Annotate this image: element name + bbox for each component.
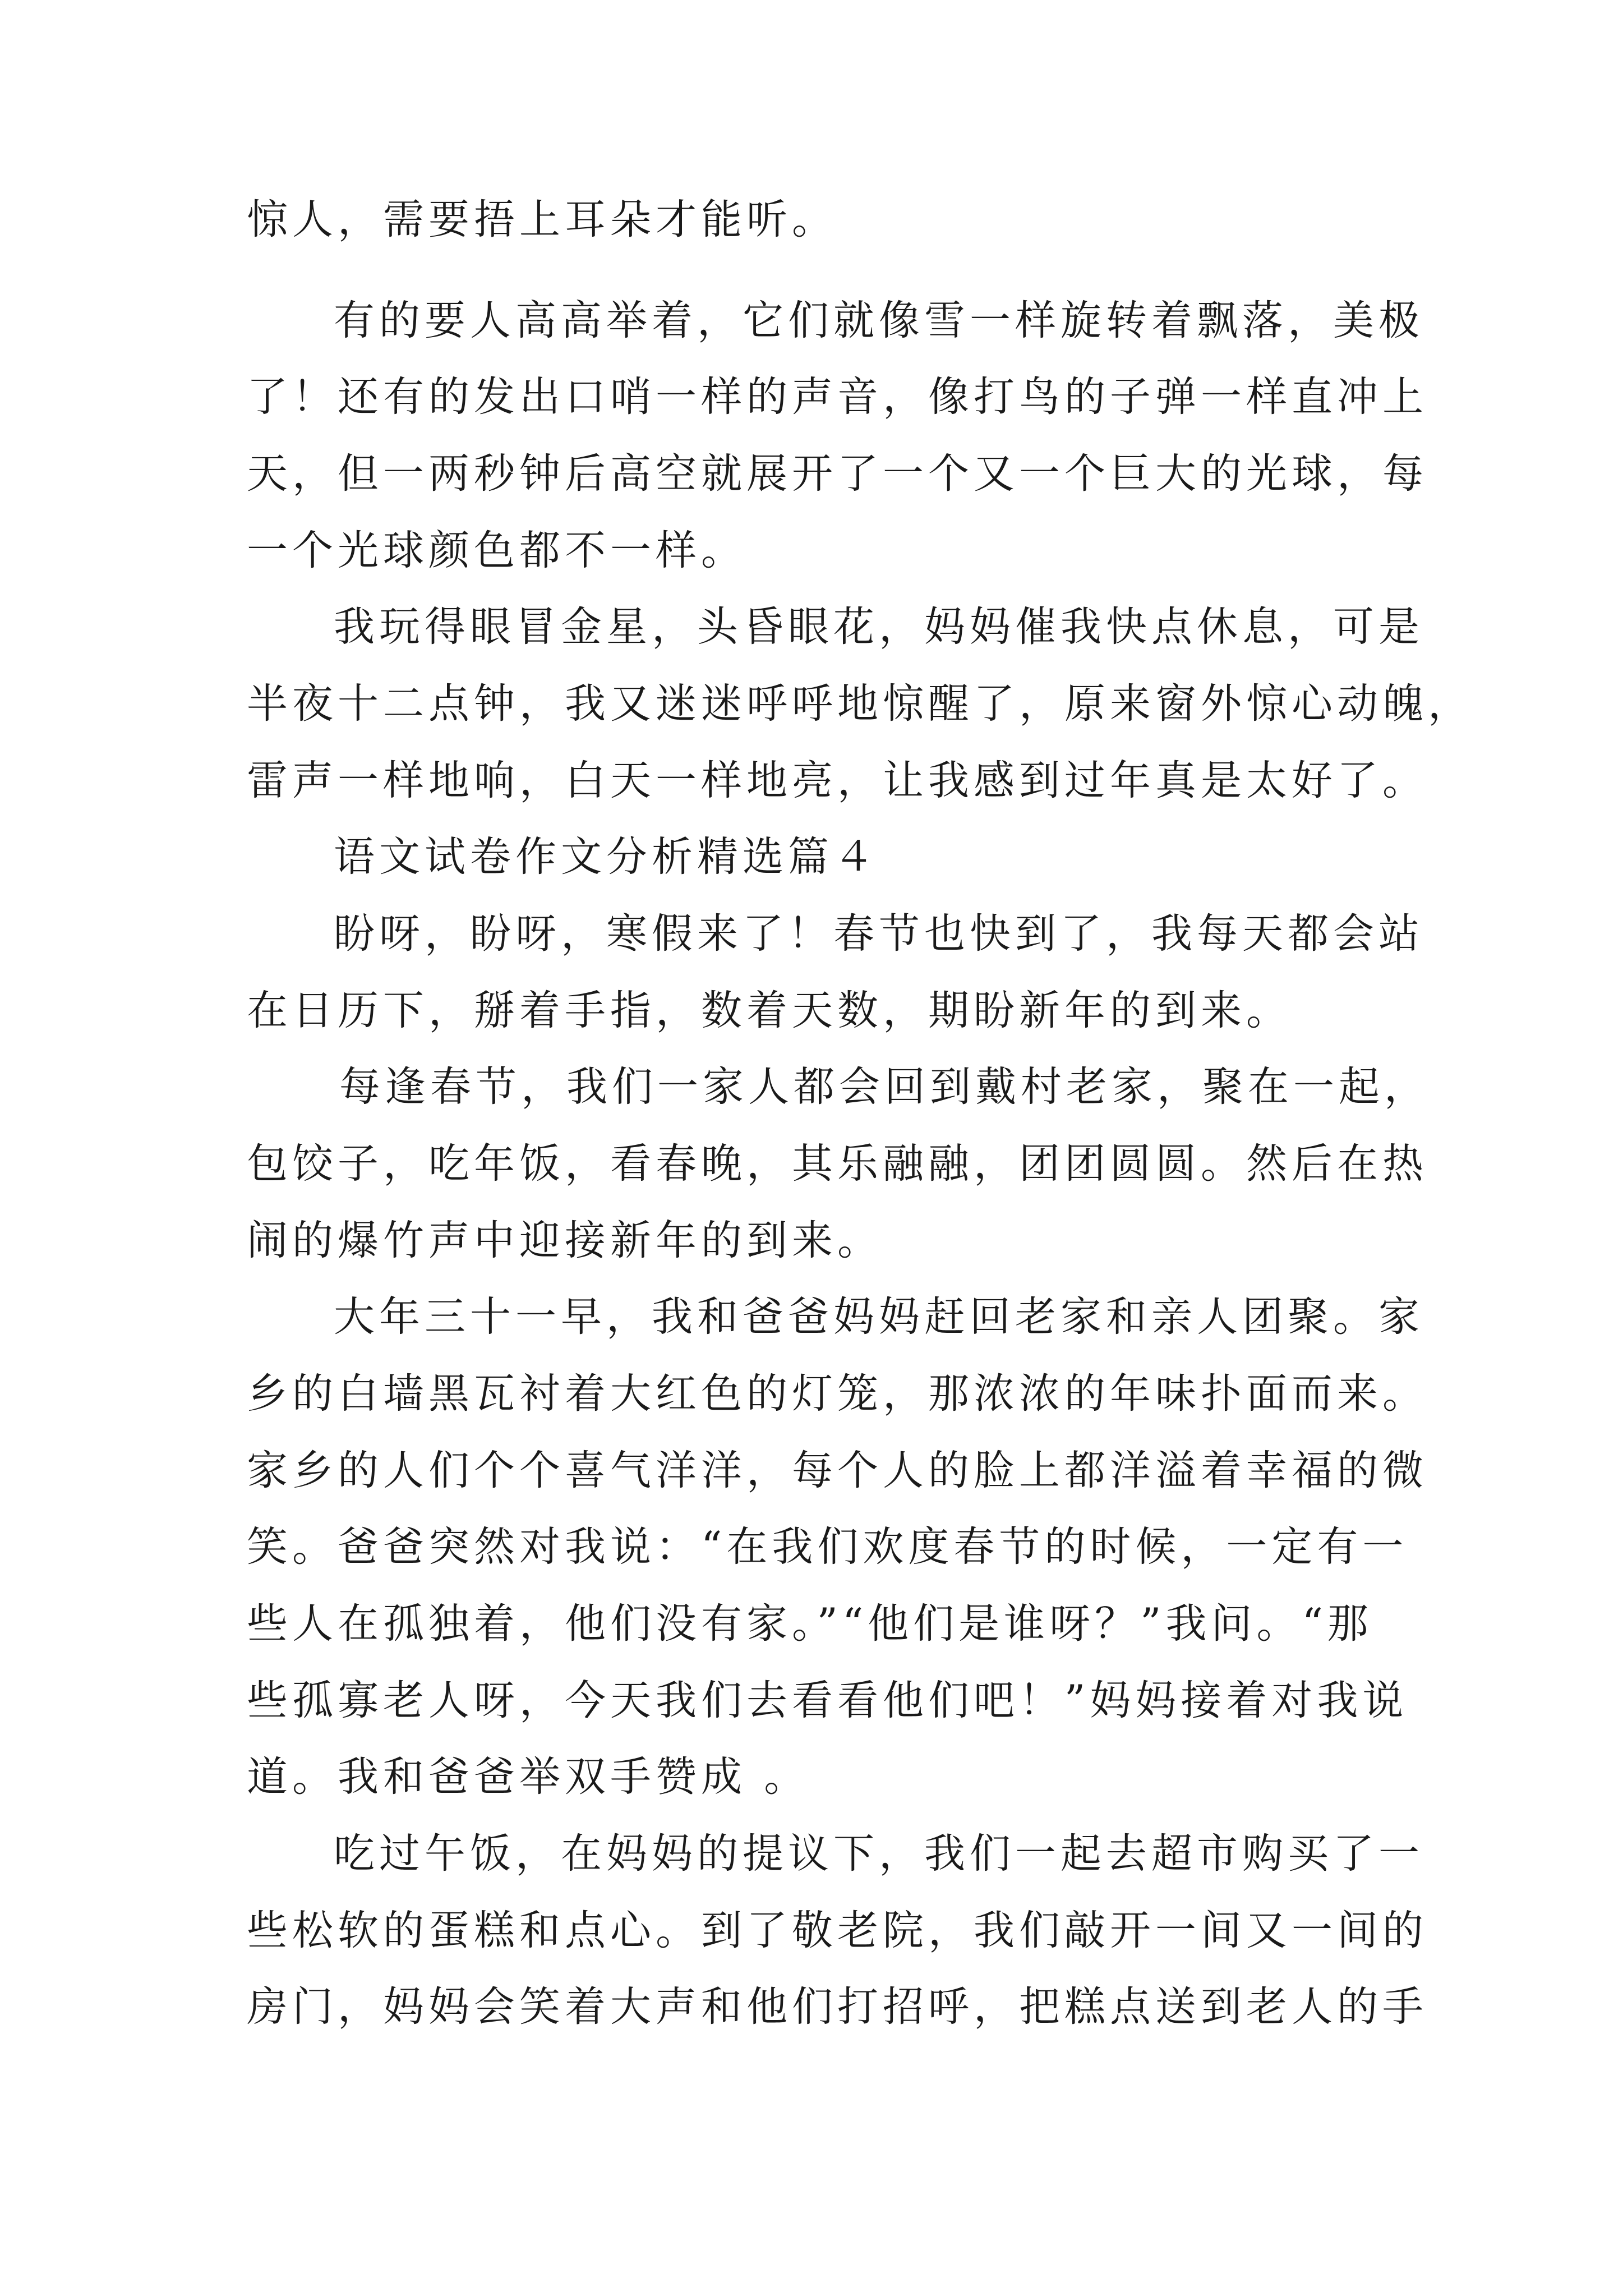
text-line: 天，但一两秒钟后高空就展开了一个又一个巨大的光球，每: [247, 450, 1428, 498]
text-line: 半夜十二点钟，我又迷迷呼呼地惊醒了，原来窗外惊心动魄，: [247, 680, 1473, 728]
text-line: 大年三十一早，我和爸爸妈妈赶回老家和亲人团聚。家: [334, 1293, 1424, 1341]
text-line: 在日历下，掰着手指，数着天数，期盼新年的到来。: [247, 987, 1292, 1034]
text-line: 每逢春节，我们一家人都会回到戴村老家，聚在一起，: [339, 1063, 1430, 1111]
text-line: 笑。爸爸突然对我说：“在我们欢度春节的时候，一定有一: [247, 1523, 1408, 1571]
text-line: 一个光球颜色都不一样。: [247, 527, 746, 574]
text-line: 包饺子，吃年饭，看春晚，其乐融融，团团圆圆。然后在热: [247, 1140, 1428, 1188]
text-line: 有的要人高高举着，它们就像雪一样旋转着飘落，美极: [334, 297, 1424, 344]
text-line: 些人在孤独着，他们没有家。”“他们是谁呀？”我问。“那: [247, 1600, 1373, 1648]
text-line: 闹的爆竹声中迎接新年的到来。: [247, 1217, 883, 1264]
text-line: 雷声一样地响，白天一样地亮，让我感到过年真是太好了。: [247, 757, 1428, 804]
text-line: 盼呀，盼呀，寒假来了！春节也快到了，我每天都会站: [334, 910, 1424, 958]
text-line: 道。我和爸爸举双手赞成 。: [247, 1753, 810, 1801]
text-line: 吃过午饭，在妈妈的提议下，我们一起去超市购买了一: [334, 1830, 1424, 1878]
text-line: 些松软的蛋糕和点心。到了敬老院，我们敲开一间又一间的: [247, 1907, 1428, 1954]
section-heading: 语文试卷作文分析精选篇４: [334, 833, 879, 881]
text-line: 乡的白墙黑瓦衬着大红色的灯笼，那浓浓的年味扑面而来。: [247, 1370, 1428, 1418]
text-line: 房门，妈妈会笑着大声和他们打招呼，把糕点送到老人的手: [247, 1983, 1428, 2031]
text-line: 家乡的人们个个喜气洋洋，每个人的脸上都洋溢着幸福的微: [247, 1447, 1428, 1494]
text-line: 我玩得眼冒金星，头昏眼花，妈妈催我快点休息，可是: [334, 603, 1424, 651]
text-line: 惊人，需要捂上耳朵才能听。: [247, 196, 837, 243]
text-line: 些孤寡老人呀，今天我们去看看他们吧！”妈妈接着对我说: [247, 1677, 1408, 1724]
text-line: 了！还有的发出口哨一样的声音，像打鸟的子弹一样直冲上: [247, 373, 1428, 421]
